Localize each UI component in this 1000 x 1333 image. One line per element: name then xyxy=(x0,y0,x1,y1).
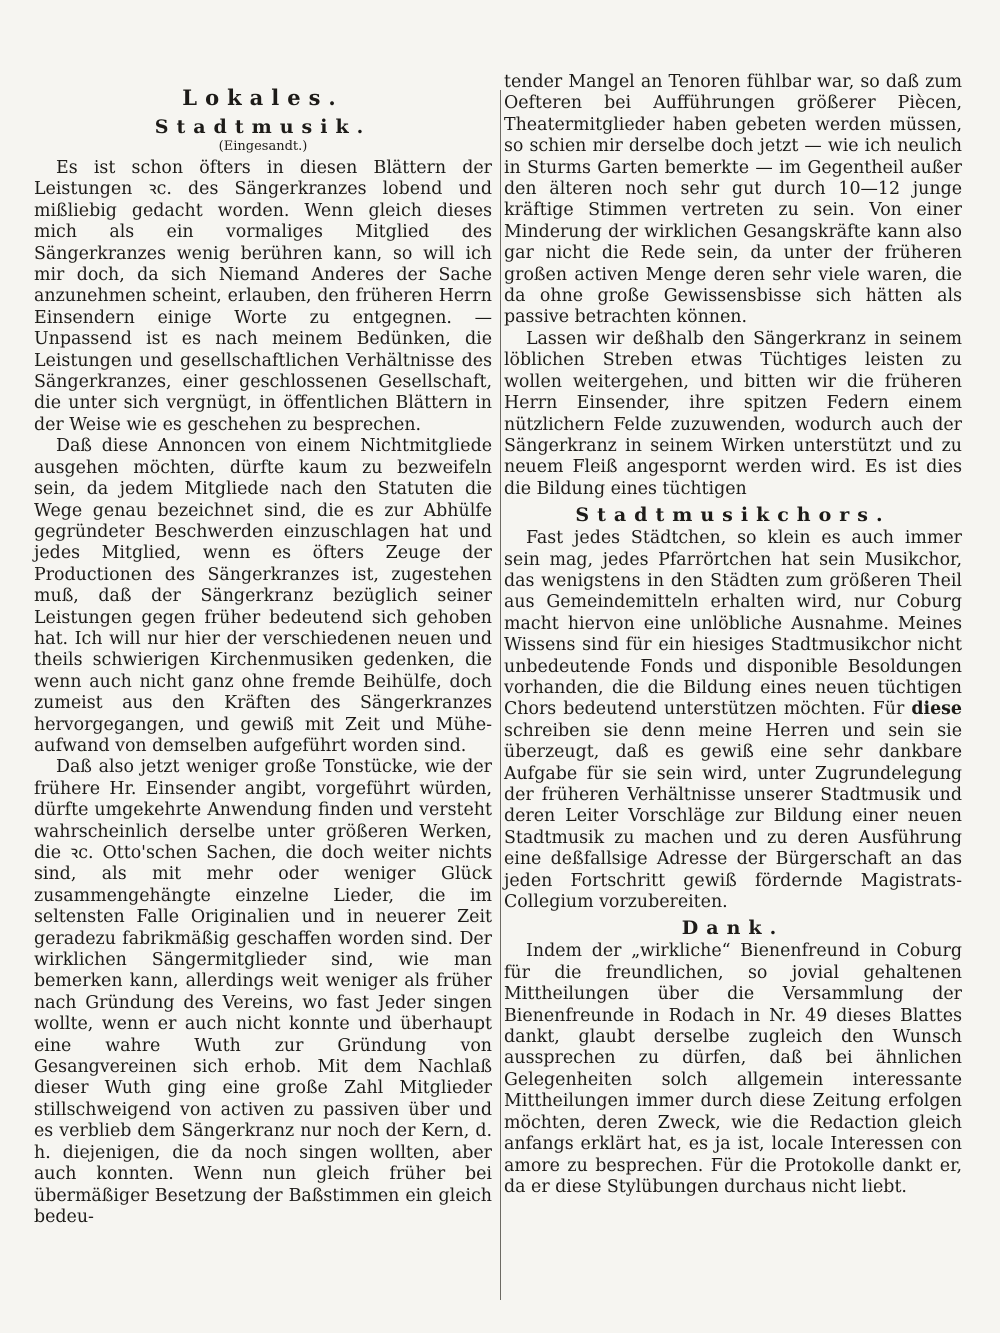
article-note: (Eingesandt.) xyxy=(218,139,308,154)
article-title-stadtmusik: Stadtmusik. xyxy=(154,116,372,138)
left-column xyxy=(34,86,492,1228)
paragraph: Es ist schon öfters in diesen Blättern der Leistungen ꝛc. des Sängerkranzes lobend und mißliebig gedacht worden. Wenn gleich dieses mich als ein vormaliges Mitglied des Sängerkranzes wenig berühren kann, so will ich mir doch, da sich Niemand Anderes der Sache anzunehmen scheint, erlauben, den früheren Herrn Einsendern einige Worte zu entgegnen. — Unpassend ist es nach meinem Bedünken, die Leistungen und gesellschaftlichen Verhältnisse des Sängerkranzes, einer geschlossenen Gesellschaft, die unter sich vergnügt, in öffentlichen Blättern in der Weise wie es geschehen zu besprechen. xyxy=(34,158,492,435)
column-layout xyxy=(34,72,962,1228)
paragraph: Daß diese Annoncen von einem Nichtmitgliede ausgehen möchten, dürfte kaum zu bezweifeln sein, da jedem Mitgliede nach den Statuten die Wege genau bezeichnet sind, die es zur Abhülfe gegründeter Beschwerden einzuschlagen hat und jedes Mitglied, wenn es öfters Zeuge der Productionen des Sängerkranzes ist, zugestehen muß, daß der Sängerkranz bezüglich seiner Leistungen gegen früher bedeutend sich gehoben hat. Ich will nur hier der verschiedenen neuen und theils schwierigen Kirchenmusiken gedenken, die wenn auch nicht ganz ohne fremde Beihülfe, doch zumeist aus den Kräften des Sängerkranzes hervorgegangen, und gewiß mit Zeit und Mühe-aufwand von demselben aufgeführt worden sind. xyxy=(34,436,492,756)
paragraph-text: schreiben sie denn meine Herren und sein sie überzeugt, daß es gewiß eine sehr dankbare Aufgabe für sie sein wird, unter Zugrundelegung der früheren Verhältnisse unserer Stadtmusik und deren Leiter Vorschläge zur Bildung einer neuen Stadtmusik zu machen und zu deren Ausführung eine deßfallsige Adresse der Bürgerschaft an das jeden Fortschritt gewiß fördernde Magistrats-Collegium vorzubereiten. xyxy=(504,720,962,913)
section-heading: Lokales. xyxy=(182,85,344,110)
column-divider xyxy=(500,90,501,1300)
paragraph: Lassen wir deßhalb den Sängerkranz in seinem löblichen Streben etwas Tüchtiges leisten zu wollen weitergehen, und bitten wir die früheren Herrn Einsender, ihre spitzen Federn einem nützlichern Felde zuzuwenden, wodurch auch der Sängerkranz in seinem Wirken unterstützt und zu neuem Fleiß angespornt werden wird. Es ist dies die Bildung eines tüchtigen xyxy=(504,328,962,499)
right-column xyxy=(504,72,962,1228)
paragraph: Daß also jetzt weniger große Tonstücke, wie der frühere Hr. Einsender angibt, vorgeführt würden, dürfte umgekehrte Anwendung finden und versteht wahrscheinlich derselbe unter größeren Werken, die ꝛc. Otto'schen Sachen, die doch weiter nichts sind, als mit mehr oder weniger Glück zusammengehängte einzelne Lieder, die im seltensten Falle Originalien und in neuerer Zeit geradezu fabrikmäßig geschaffen worden sind. Der wirklichen Sängermitglieder sind, wie man bemerken kann, allerdings weit weniger als früher nach Gründung des Vereins, wo fast Jeder singen wollte, wenn er auch nicht konnte und überhaupt eine wahre Wuth zur Gründung von Gesangvereinen sich erhob. Mit dem Nachlaß dieser Wuth ging eine große Zahl Mitglieder stillschweigend von activen zu passiven über und es verblieb dem Sängerkranz nur noch der Kern, d. h. diejenigen, die da noch singen wollten, aber auch konnten. Wenn nun gleich früher bei übermäßiger Besetzung der Baßstimmen ein gleich bedeu- xyxy=(34,757,492,1227)
paragraph-continued: tender Mangel an Tenoren fühlbar war, so daß zum Oefteren bei Aufführungen größerer Piècen, Theatermitglieder haben gebeten werden müssen, so schien mir derselbe doch jetzt — wie ich neulich in Sturms Garten bemerkte — im Gegentheil außer den älteren noch sehr gut durch 10—12 junge kräftige Stimmen vertreten zu sein. Von einer Minderung der wirklichen Gesangskräfte kann also gar nicht die Rede sein, da unter der früheren großen activen Menge deren sehr viele waren, die da ohne große Gewissensbisse sich hätten als passive betrachten können. xyxy=(504,72,962,328)
article-title-stadtmusikchor: Stadtmusikchors. xyxy=(575,504,891,527)
paragraph-text: Fast jedes Städtchen, so klein es auch immer sein mag, jedes Pfarrörtchen hat sein Musikchor, das wenigstens in den Städten zum größeren Theil aus Gemeindemitteln erhalten wird, nur Coburg macht hiervon eine unlöbliche Ausnahme. Meines Wissens sind für ein hiesiges Stadtmusikchor nicht unbedeutende Fonds und disponible Besoldungen vorhanden, die die Bildung eines neuen tüchtigen Chors bedeutend unterstützen möchten. Für xyxy=(504,528,962,720)
paragraph xyxy=(504,528,962,913)
paragraph: Indem der „wirkliche“ Bienenfreund in Coburg für die freundlichen, so jovial gehaltenen Mittheilungen über die Versammlung der Bienenfreunde in Rodach in Nr. 49 dieses Blattes dankt, glaubt derselbe zugleich den Wunsch aussprechen zu dürfen, daß bei ähnlichen Gelegenheiten solch allgemein interessante Mittheilungen immer durch diese Zeitung erfolgen möchten, deren Zweck, wie die Redaction gleich anfangs erklärt hat, es ja ist, locale Interessen con amore zu besprechen. Für die Protokolle dankt er, da er diese Stylübungen durchaus nicht liebt. xyxy=(504,941,962,1197)
emphasized-word: diese xyxy=(911,699,962,720)
article-title-dank: Dank. xyxy=(681,917,785,940)
